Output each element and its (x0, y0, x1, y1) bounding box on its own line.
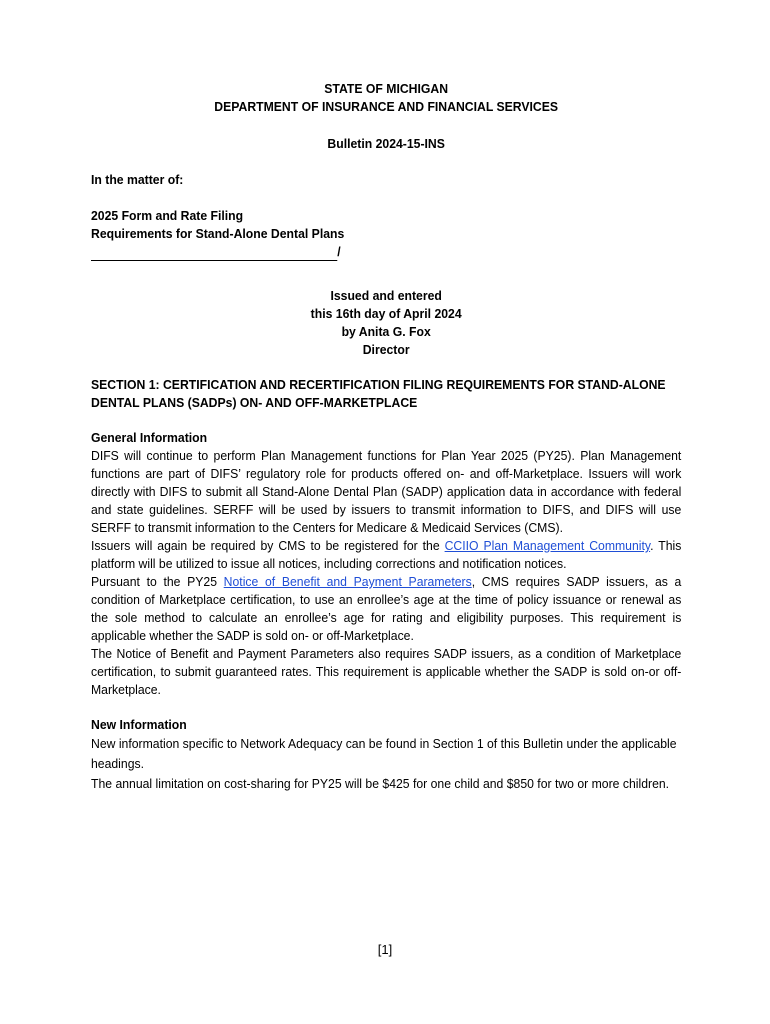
paragraph-network-adequacy: New information specific to Network Adequacy can be found in Section 1 of this Bulletin under the applicable headings. (91, 736, 677, 771)
paragraph-nbpp-text-after: , CMS requires SADP issuers, as a condition of Marketplace certification, to use an enrollee’s age at the time of policy issuance or renewal as the sole method to calculate an enrollee’s age for rating and eligibility purposes. This requirement is applicable whether the SADP is sold on- or off-Marketplace. (91, 574, 682, 643)
caption-rule (91, 243, 681, 261)
issued-line2: this 16th day of April 2024 (310, 306, 462, 321)
document-body (91, 80, 681, 794)
paragraph-ccIIO-text-before: Issuers will again be required by CMS to be registered for the (91, 538, 445, 553)
general-information-heading: General Information (91, 430, 208, 445)
issued-line4: Director (362, 342, 410, 357)
issued-line1: Issued and entered (330, 288, 442, 303)
matter-title-line2: Requirements for Stand-Alone Dental Plans (91, 226, 345, 241)
issued-block (91, 287, 681, 359)
caption-rule-end: / (337, 244, 341, 259)
issued-line3: by Anita G. Fox (341, 324, 431, 339)
paragraph-ccIIO-registration (91, 537, 681, 573)
nbpp-notice-link[interactable]: Notice of Benefit and Payment Parameters (223, 574, 472, 589)
caption-underline (91, 246, 337, 261)
section1-heading: SECTION 1: CERTIFICATION AND RECERTIFICATION FILING REQUIREMENTS FOR STAND-ALONE DENTAL PLANS (SADPs) ON- AND OFF-MARKETPLACE (91, 377, 666, 410)
matter-label: In the matter of: (91, 172, 184, 187)
new-information-heading: New Information (91, 717, 187, 732)
page-number: [1] (377, 942, 393, 957)
matter-title-line1: 2025 Form and Rate Filing (91, 208, 244, 223)
paragraph-guaranteed-rates: The Notice of Benefit and Payment Parameters also requires SADP issuers, as a condition of Marketplace certification, to submit guaranteed rates. This requirement is applicable whether the SADP is sold on-or off-Marketplace. (91, 646, 682, 697)
paragraph-nbpp-text-before: Pursuant to the PY25 (91, 574, 224, 589)
paragraph-plan-management: DIFS will continue to perform Plan Management functions for Plan Year 2025 (PY25). Plan Management functions are part of DIFS’ regulatory role for products offered on- and off-Marketplace. Issuers will work directly with DIFS to submit all Stand-Alone Dental Plan (SADP) application data in accordance with federal and state guidelines. SERFF will be used by issuers to transmit information to DIFS, and DIFS will use SERFF to transmit information to the Centers for Medicare & Medicaid Services (CMS). (91, 448, 682, 535)
paragraph-nbpp-age (91, 573, 681, 645)
state-heading: STATE OF MICHIGAN (324, 81, 449, 96)
ccIIO-community-link[interactable]: CCIIO Plan Management Community (444, 538, 651, 553)
paragraph-ccIIO-text-after: . This platform will be utilized to issue all notices, including corrections and notification notices. (91, 538, 682, 571)
bulletin-number: Bulletin 2024-15-INS (327, 136, 445, 151)
department-heading: DEPARTMENT OF INSURANCE AND FINANCIAL SERVICES (214, 99, 559, 114)
paragraph-cost-sharing: The annual limitation on cost-sharing for PY25 will be $425 for one child and $850 for two or more children. (91, 776, 670, 791)
